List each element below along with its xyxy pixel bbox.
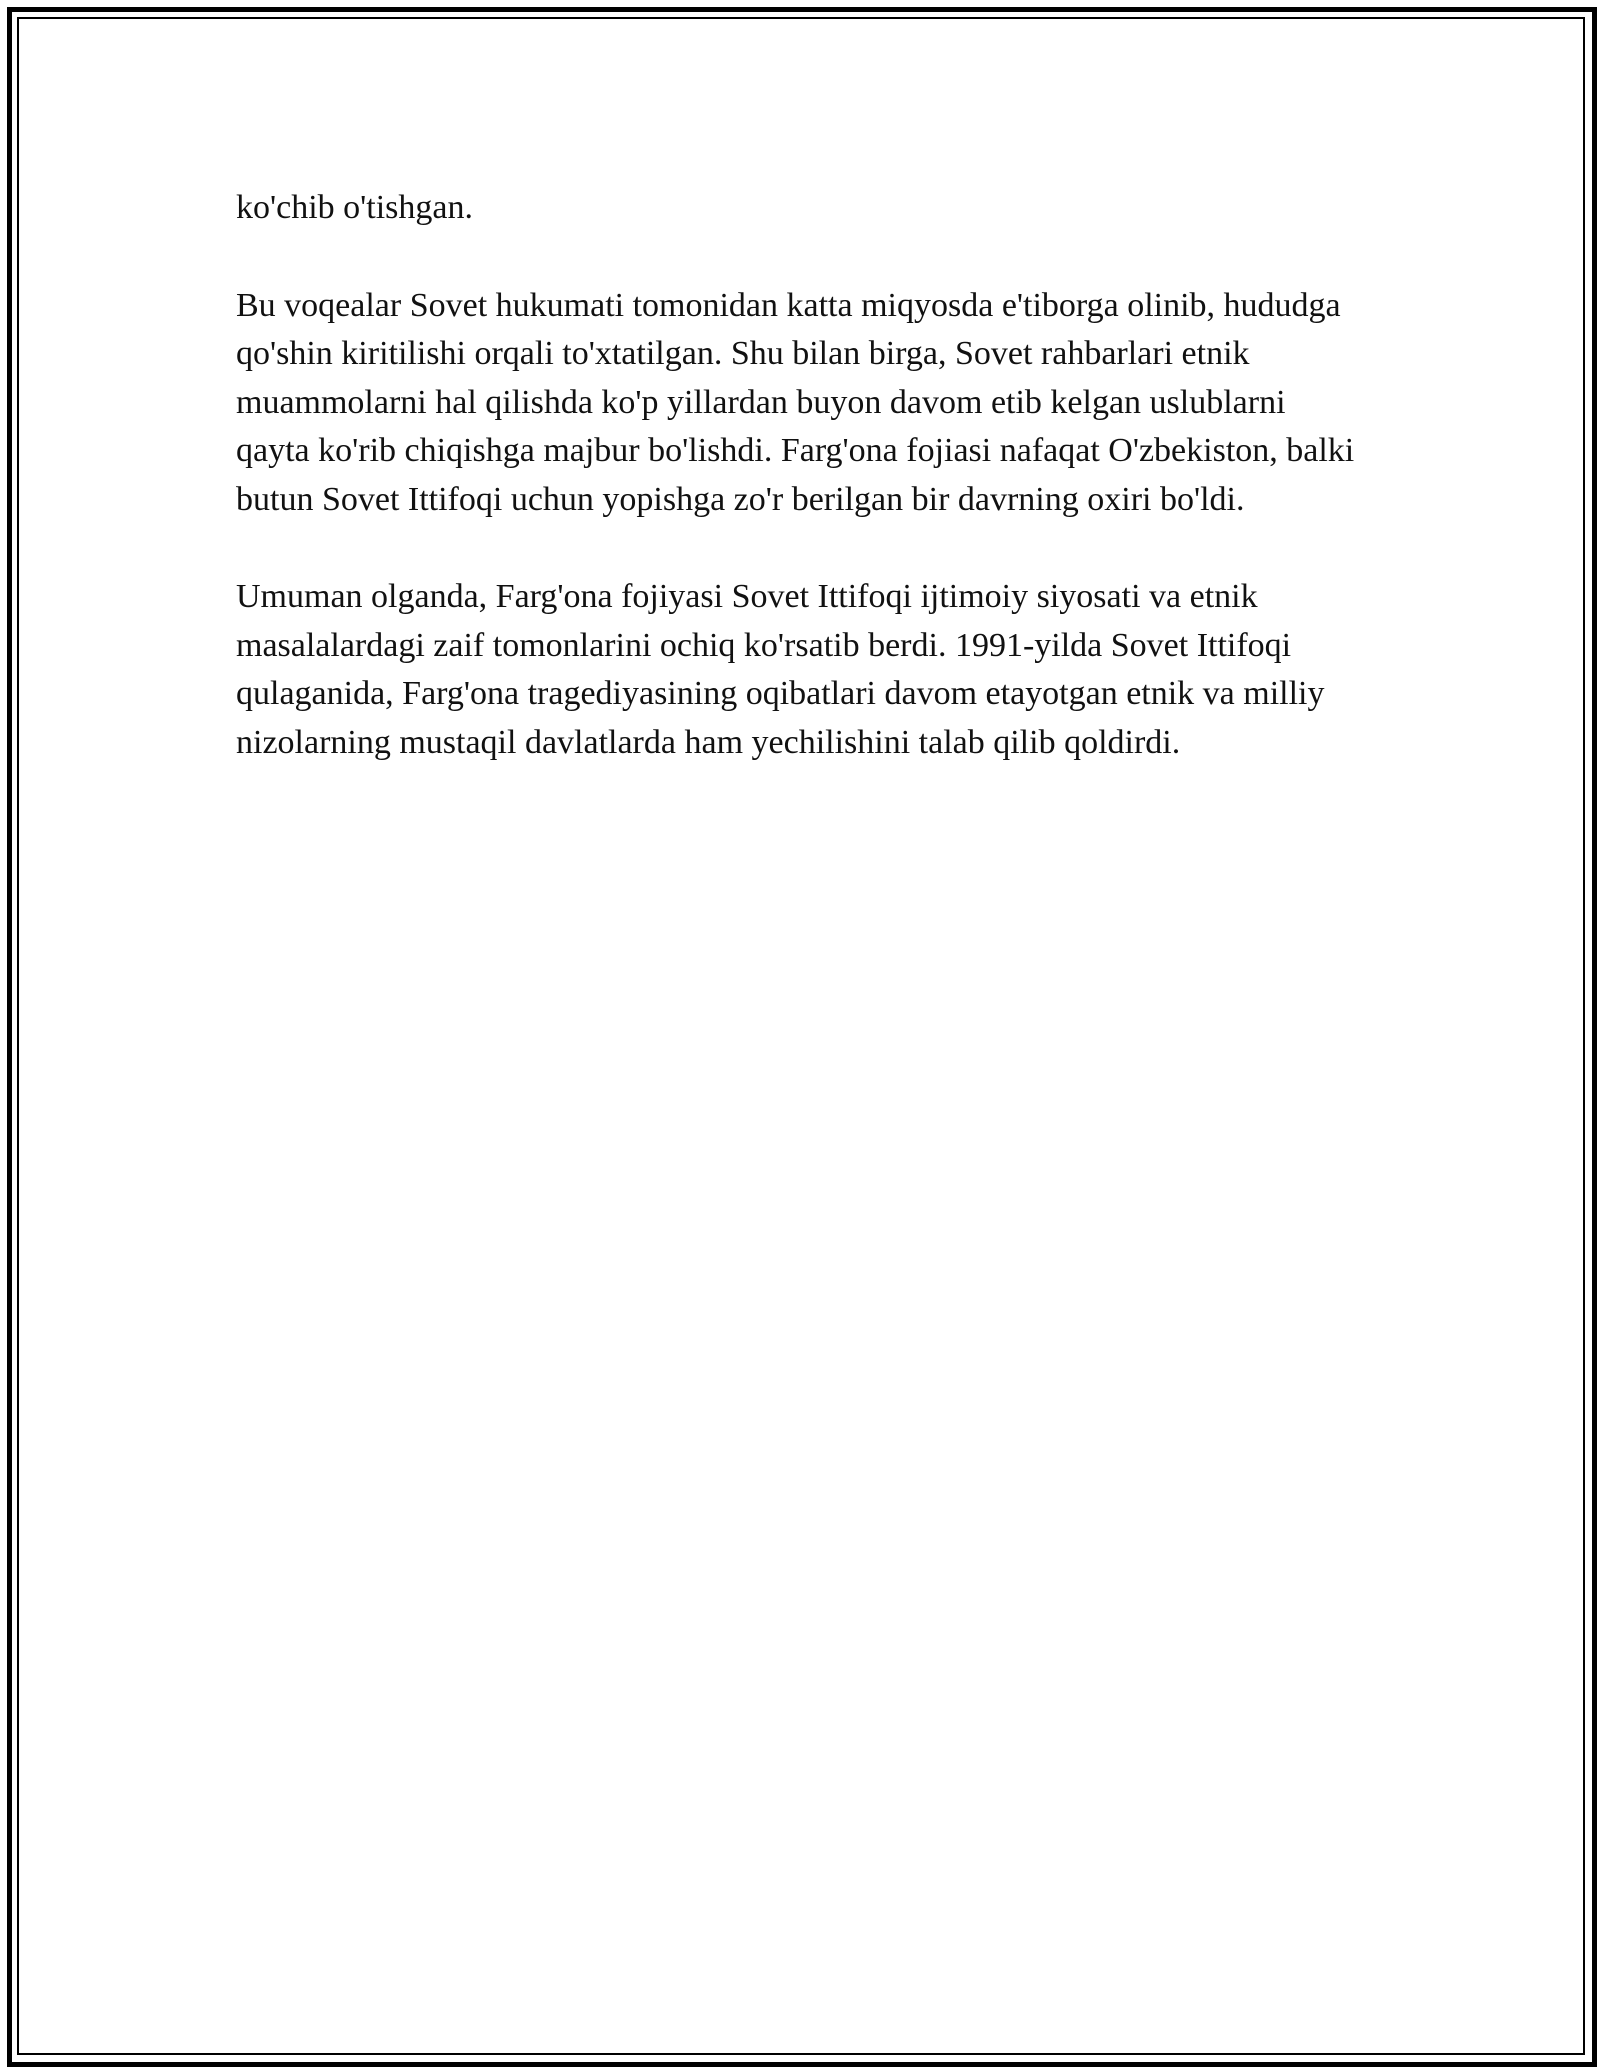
document-body (236, 184, 1366, 816)
paragraph-soviet-response: Bu voqealar Sovet hukumati tomonidan katta miqyosda e'tiborga olinib, hududga qo'shin kiritilishi orqali to'xtatilgan. Shu bilan birga, Sovet rahbarlari etnik muammolarni hal qilishda ko'p yillardan buyon davom etib kelgan uslublarni qayta ko'rib chiqishga majbur bo'lishdi. Farg'ona fojiasi nafaqat O'zbekiston, balki butun Sovet Ittifoqi uchun yopishga zo'r berilgan bir davrning oxiri bo'ldi. (236, 286, 1355, 518)
paragraph-conclusion: Umuman olganda, Farg'ona fojiyasi Sovet Ittifoqi ijtimoiy siyosati va etnik masalalardagi zaif tomonlarini ochiq ko'rsatib berdi. 1991-yilda Sovet Ittifoqi qulaganida, Farg'ona tragediyasining oqibatlari davom etayotgan etnik va milliy nizolarning mustaqil davlatlarda ham yechilishini talab qilib qoldirdi. (236, 578, 1325, 761)
paragraph-continuation: ko'chib o'tishgan. (236, 189, 474, 226)
